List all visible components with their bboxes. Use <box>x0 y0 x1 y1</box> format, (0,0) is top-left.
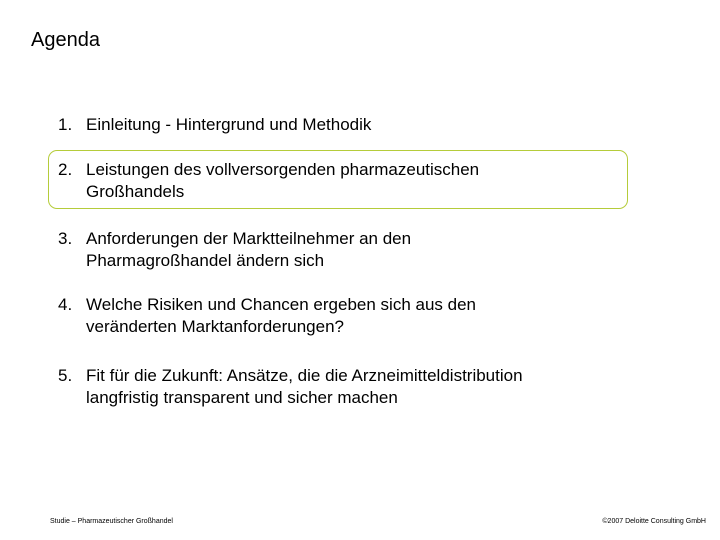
agenda-item-text <box>86 228 646 272</box>
agenda-item-line: Pharmagroßhandel ändern sich <box>86 251 325 270</box>
agenda-item-text <box>86 114 646 136</box>
agenda-item-text <box>86 294 646 338</box>
agenda-item-line: langfristig transparent und sicher machen <box>86 388 398 407</box>
agenda-item-line: veränderten Marktanforderungen? <box>86 317 344 336</box>
agenda-item-line: Anforderungen der Marktteilnehmer an den <box>86 229 412 248</box>
agenda-item-line: Welche Risiken und Chancen ergeben sich aus den <box>86 295 476 314</box>
footer-copyright: ©2007 Deloitte Consulting GmbH <box>602 518 706 525</box>
page-title: Agenda <box>31 29 100 51</box>
agenda-item-line: Großhandels <box>86 182 185 201</box>
agenda-item-line: Einleitung - Hintergrund und Methodik <box>86 115 372 134</box>
agenda-item-number: 2. <box>58 160 73 179</box>
agenda-item-text <box>86 159 646 203</box>
agenda-item-line: Leistungen des vollversorgenden pharmazeutischen <box>86 160 480 179</box>
agenda-item-line: Fit für die Zukunft: Ansätze, die die Arzneimitteldistribution <box>86 366 523 385</box>
agenda-item-text <box>86 365 646 409</box>
agenda-item-number: 5. <box>58 366 73 385</box>
agenda-item-number: 4. <box>58 295 73 314</box>
agenda-item-number: 3. <box>58 229 73 248</box>
footer-study-title: Studie – Pharmazeutischer Großhandel <box>50 518 173 525</box>
agenda-item-number: 1. <box>58 115 73 134</box>
